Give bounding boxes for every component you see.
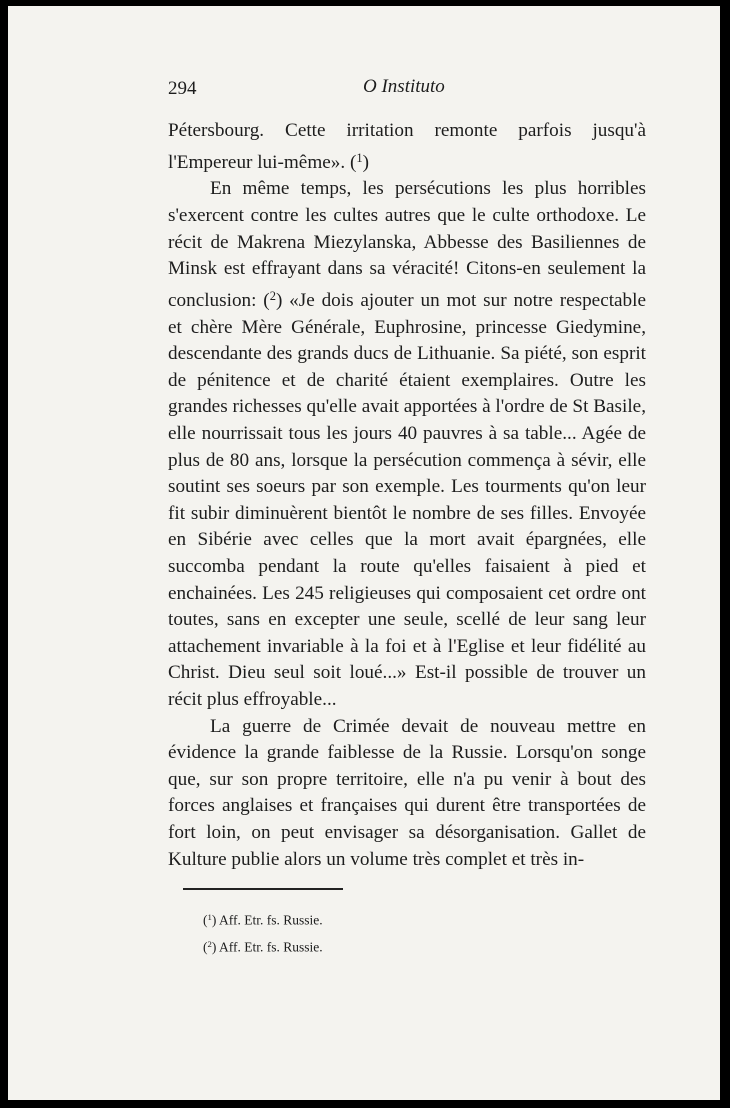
page-number: 294	[168, 78, 197, 99]
footnote-ref-2[interactable]: 2	[269, 288, 276, 303]
footnote-1: ($^1$) Aff. Etr. fs. Russie.	[203, 912, 323, 928]
body-text	[168, 118, 646, 873]
page-header	[168, 74, 646, 104]
footnote-2: ($^2$) Aff. Etr. fs. Russie.	[203, 939, 323, 955]
paragraph-2: En même temps, les persécutions les plus horribles s'exercent contre les cultes autres que le culte orthodoxe. Le récit de Makrena Miezylanska, Abbesse des Basiliennes de Minsk est effrayant dans sa véracité! Citons-en seulement la conclusion: ($^2$) «Je dois ajouter un mot sur notre respectable et chère Mère Générale, Euphrosine, princesse Giedymine, descendante des grands ducs de Lithuanie. Sa piété, son esprit de pénitence et de charité étaient exemplaires. Outre les grandes richesses qu'elle avait apportées à l'ordre de St Basile, elle nourrissait tous les jours 40 pauvres à sa table... Agée de plus de 80 ans, lorsque la persécution commença à sévir, elle soutint ses soeurs par son exemple. Les tourments qu'on leur fit subir diminuèrent bientôt le nombre de ses filles. Envoyée en Sibérie avec celles que la mort avait épargnées, elle succomba pendant la route qu'elles faisaient à pied et enchainées. Les 245 religieuses qui composaient cet ordre ont toutes, sans en excepter une seule, scellé de leur sang leur attachement invariable à la foi et à l'Eglise et leur fidélité au Christ. Dieu seul soit loué...» Est-il possible de trouver un récit plus effroyable...	[168, 178, 647, 710]
book-page	[8, 6, 720, 1100]
paragraph-text: En même temps, les persécutions les plus horribles s'exercent contre les cultes autres que le culte orthodoxe. Le récit de Makrena Miezylanska, Abbesse des Basiliennes de Minsk est effrayant dans sa véracité! Citons-en seulement la conclusion:	[168, 178, 646, 312]
paragraph-3	[168, 714, 646, 874]
footnote-ref-1[interactable]: 1	[356, 150, 363, 165]
running-title: O Instituto	[363, 76, 445, 97]
paragraph-text-continued: «Je dois ajouter un mot sur notre respectable et chère Mère Générale, Euphrosine, princesse Giedymine, descendante des grands ducs de Lithuanie. Sa piété, son esprit de pénitence et de charité étaient exemplaires. Outre les grandes richesses qu'elle avait apportées à l'ordre de St Basile, elle nourrissait tous les jours 40 pauvres à sa table... Agée de plus de 80 ans, lorsque la persécution commença à sévir, elle soutint ses soeurs par son exemple. Les tourments qu'on leur fit subir diminuèrent bientôt le nombre de ses filles. Envoyée en Sibérie avec celles que la mort avait épargnées, elle succomba pendant la route qu'elles faisaient à pied et enchainées. Les 245 religieuses qui composaient cet ordre ont toutes, sans en excepter une seule, scellé de leur sang leur attachement invariable à la foi et à l'Eglise et leur fidélité au Christ. Dieu seul soit loué...» Est-il possible de trouver un récit plus effroyable...	[168, 290, 647, 710]
footnote-text: Aff. Etr. fs. Russie.	[219, 912, 323, 928]
footnote-marker: 2	[207, 939, 212, 950]
paragraph-text: Pétersbourg. Cette irritation remonte parfois jusqu'à l'Empereur lui-même».	[168, 120, 646, 173]
paragraph-text: La guerre de Crimée devait de nouveau mettre en évidence la grande faiblesse de la Russie. Lorsqu'on songe que, sur son propre territoire, elle n'a pu venir à bout des forces anglaises et françaises qui durent être transportées de fort loin, on peut envisager sa désorganisation. Gallet de Kulture publie alors un volume très complet et très in-	[168, 715, 646, 870]
footnote-marker: 1	[207, 912, 212, 922]
footnote-divider	[183, 888, 343, 890]
paragraph-1: Pétersbourg. Cette irritation remonte parfois jusqu'à l'Empereur lui-même». ($^1$)	[168, 120, 646, 173]
footnote-text: Aff. Etr. fs. Russie.	[219, 939, 323, 955]
footnotes	[203, 905, 323, 960]
